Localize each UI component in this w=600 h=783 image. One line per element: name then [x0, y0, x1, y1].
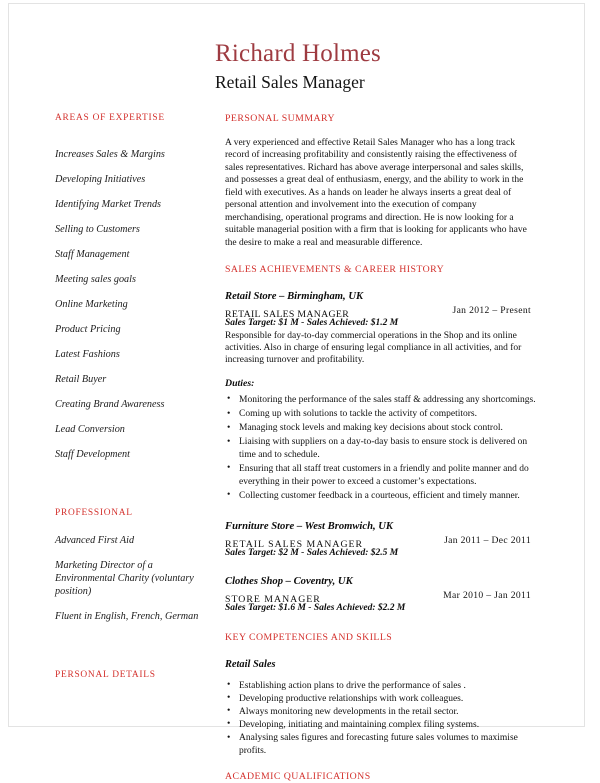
- job-entry: [225, 520, 537, 560]
- list-item: • Developing, initiating and maintaining complex filing systems.: [225, 719, 537, 732]
- list-item: • Liaising with suppliers on a day-to-day basis to ensure stock is delivered on time and to schedule.: [225, 436, 537, 461]
- expertise-item: Meeting sales goals: [55, 274, 136, 285]
- job-role: RETAIL SALES MANAGER: [225, 309, 350, 321]
- section-heading-key-competencies: KEY COMPETENCIES AND SKILLS: [225, 631, 393, 643]
- job-sales-target: Sales Target: $1.6 M - Sales Achieved: $2.2 M: [225, 603, 406, 614]
- resume-header: [215, 39, 565, 93]
- list-item: • Always monitoring new developments in the retail sector.: [225, 706, 537, 719]
- expertise-item: Latest Fashions: [55, 349, 120, 360]
- candidate-name: Richard Holmes: [215, 40, 381, 67]
- job-description: Responsible for day-to-day commercial operations in the Shop and its online activities. Also in charge of ensuring legal compliance in all activities, and for increasing turnover and profitability.: [225, 330, 522, 366]
- job-role-row: [225, 534, 537, 550]
- expertise-item: Staff Development: [55, 449, 130, 460]
- section-heading-career-history: SALES ACHIEVEMENTS & CAREER HISTORY: [225, 264, 445, 276]
- competencies-subheading: Retail Sales: [225, 658, 276, 670]
- resume-page: [8, 3, 585, 782]
- job-company: Furniture Store – West Bromwich, UK: [225, 520, 393, 532]
- professional-item: Fluent in English, French, German: [55, 611, 199, 622]
- personal-summary-text: A very experienced and effective Retail Sales Manager who has a long track record of increasing profitability and consistently raising the effectiveness of sales representatives. Richard has above average interpersonal and sales skills, and possesses a great deal of enthusiasm, energy, and the ability to work in the field with executives. As a hands on leader he always inserts a great deal of personal attention and involvement into the execution of company merchandising, operational programs and direction. He is now looking for a suitable managerial position with a firm that is looking for applicants who have the desire to make a real and measurable difference.: [225, 138, 527, 248]
- job-role-row: [225, 304, 537, 321]
- job-date: Mar 2010 – Jan 2011: [443, 590, 531, 602]
- candidate-job-title: Retail Sales Manager: [215, 72, 365, 92]
- expertise-item: Online Marketing: [55, 299, 128, 310]
- job-entry: [225, 575, 537, 615]
- sidebar-heading-areas-of-expertise: AREAS OF EXPERTISE: [55, 113, 165, 123]
- professional-item: Marketing Director of a Environmental Charity (voluntary position): [55, 560, 194, 597]
- expertise-item: Product Pricing: [55, 324, 121, 335]
- expertise-item: Staff Management: [55, 249, 130, 260]
- section-heading-academic-qualifications: ACADEMIC QUALIFICATIONS: [225, 770, 371, 782]
- list-item: • Analysing sales figures and forecasting future sales volumes to maximise profits.: [225, 732, 537, 757]
- expertise-item: Selling to Customers: [55, 224, 140, 235]
- main-column: [225, 112, 537, 783]
- competencies-list: [225, 680, 537, 758]
- job-role: STORE MANAGER: [225, 594, 321, 606]
- job-sales-target: Sales Target: $1 M - Sales Achieved: $1.2 M: [225, 318, 399, 329]
- duties-label: Duties:: [225, 377, 255, 389]
- list-item: • Collecting customer feedback in a courteous, efficient and timely manner.: [225, 490, 537, 503]
- list-item: • Ensuring that all staff treat customers in a friendly and polite manner and do everything in their power to exceed a customer’s expectations.: [225, 463, 537, 488]
- list-item: • Coming up with solutions to tackle the activity of competitors.: [225, 408, 537, 421]
- job-role: RETAIL SALES MANAGER: [225, 538, 364, 550]
- job-date: Jan 2011 – Dec 2011: [444, 534, 531, 546]
- expertise-item: Creating Brand Awareness: [55, 399, 165, 410]
- sidebar-heading-personal-details: PERSONAL DETAILS: [55, 670, 156, 680]
- sidebar: [55, 112, 207, 681]
- professional-item: Advanced First Aid: [55, 535, 135, 546]
- expertise-item: Increases Sales & Margins: [55, 149, 165, 160]
- job-entry: [225, 290, 537, 502]
- job-company: Retail Store – Birmingham, UK: [225, 291, 364, 303]
- expertise-item: Identifying Market Trends: [55, 199, 162, 210]
- list-item: • Managing stock levels and making key decisions about stock control.: [225, 422, 537, 435]
- sidebar-heading-professional: PROFESSIONAL: [55, 508, 133, 518]
- list-item: • Monitoring the performance of the sales staff & addressing any shortcomings.: [225, 394, 537, 407]
- list-item: • Establishing action plans to drive the performance of sales .: [225, 680, 537, 693]
- section-heading-personal-summary: PERSONAL SUMMARY: [225, 113, 335, 124]
- expertise-item: Developing Initiatives: [55, 174, 146, 185]
- duties-list: [225, 394, 537, 502]
- job-sales-target: Sales Target: $2 M - Sales Achieved: $2.5 M: [225, 547, 399, 558]
- job-role-row: [225, 589, 537, 606]
- job-company: Clothes Shop – Coventry, UK: [225, 576, 353, 588]
- list-item: • Developing productive relationships with work colleagues.: [225, 693, 537, 706]
- job-date: Jan 2012 – Present: [452, 305, 531, 317]
- expertise-item: Lead Conversion: [55, 424, 125, 435]
- expertise-item: Retail Buyer: [55, 374, 107, 385]
